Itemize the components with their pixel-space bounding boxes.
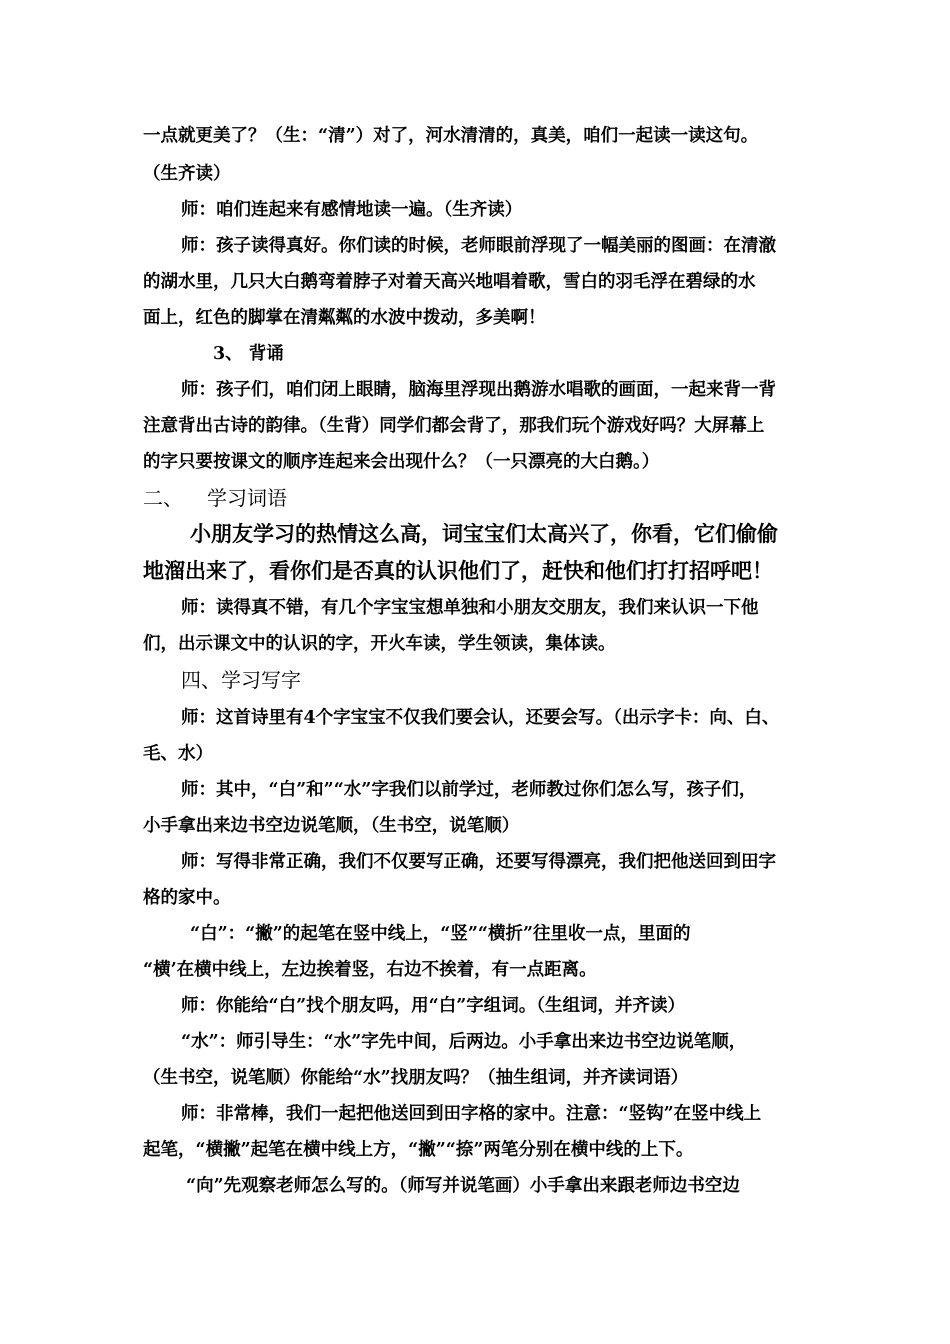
text-line: “横’在横中线上，左边挨着竖，右边不挨着，有一点距离。 (143, 960, 597, 980)
text-line: 毛、水） (143, 744, 213, 764)
text-line: （生书空，说笔顺）你能给“水”找朋友吗？（抽生组词，并齐读词语） (143, 1068, 689, 1088)
subsection-heading: 3、 背诵 (213, 344, 284, 364)
text-line: 面上，红色的脚掌在清粼粼的水波中拨动，多美啊！ (143, 308, 546, 328)
text-line: 一点就更美了？（生：“清”）对了，河水清清的，真美，咱们一起读一读这句。 (143, 126, 759, 146)
text-line: 的字只要按课文的顺序连起来会出现什么？（一只漂亮的大白鹅。） (143, 452, 660, 472)
section-heading-four: 四、学习写字 (181, 668, 301, 692)
text-line: 师：读得真不错，有几个字宝宝想单独和小朋友交朋友，我们来认识一下他 (181, 598, 759, 618)
text-line: 格的家中。 (143, 888, 231, 908)
text-line: 地溜出来了，看你们是否真的认识他们了，赶快和他们打打招呼吧！ (143, 558, 773, 583)
text-line: 师：咱们连起来有感情地读一遍。（生齐读） (181, 200, 523, 220)
text-line: “向”先观察老师怎么写的。（师写并说笔画）小手拿出来跟老师边书空边 (186, 1176, 740, 1196)
text-line: 的湖水里，几只大白鹅弯着脖子对着天高兴地唱着歌，雪白的羽毛浮在碧绿的水 (143, 272, 756, 292)
text-line: 师：写得非常正确，我们不仅要写正确，还要写得漂亮，我们把他送回到田字 (181, 852, 776, 872)
text-line: 师：非常棒，我们一起把他送回到田字格的家中。注意：“竖钩”在竖中线上 (181, 1104, 762, 1124)
text-line: 注意背出古诗的韵律。（生背）同学们都会背了，那我们玩个游戏好吗？大屏幕上 (143, 416, 765, 436)
text-line: 小手拿出来边书空边说笔顺，（生书空，说笔顺） (143, 816, 520, 836)
text-line: 师：这首诗里有4个字宝宝不仅我们要会认，还要会写。（出示字卡：向、白、 (181, 708, 780, 728)
text-line: （生齐读） (143, 164, 231, 184)
text-line: 师：孩子读得真好。你们读的时候，老师眼前浮现了一幅美丽的图画：在清澈 (181, 236, 776, 256)
section-heading-two (143, 484, 950, 512)
text-line: 们，出示课文中的认识的字，开火车读，学生领读，集体读。 (143, 634, 616, 654)
text-line: 师：孩子们，咱们闭上眼睛，脑海里浮现出鹅游水唱歌的画面，一起来背一背 (181, 380, 776, 400)
text-line: 师：其中，“白”和”“水”字我们以前学过，老师教过你们怎么写，孩子们， (181, 780, 757, 800)
text-line: 师：你能给“白”找个朋友吗，用“白”字组词。（生组词，并齐读） (181, 996, 686, 1016)
text-line: “水”：师引导生：“水”字先中间，后两边。小手拿出来边书空边说笔顺， (181, 1032, 747, 1052)
section-title: 学习词语 (207, 486, 287, 510)
text-line: 小朋友学习的热情这么高，词宝宝们太高兴了，你看，它们偷偷 (190, 521, 778, 546)
text-line: “白”：“撇”的起笔在竖中线上，“竖”“横折”往里收一点，里面的 (190, 924, 691, 944)
section-number: 二、 (143, 486, 183, 510)
text-line: 起笔，“横撇”起笔在横中线上方，“撇”“捺”两笔分别在横中线的上下。 (143, 1140, 694, 1160)
